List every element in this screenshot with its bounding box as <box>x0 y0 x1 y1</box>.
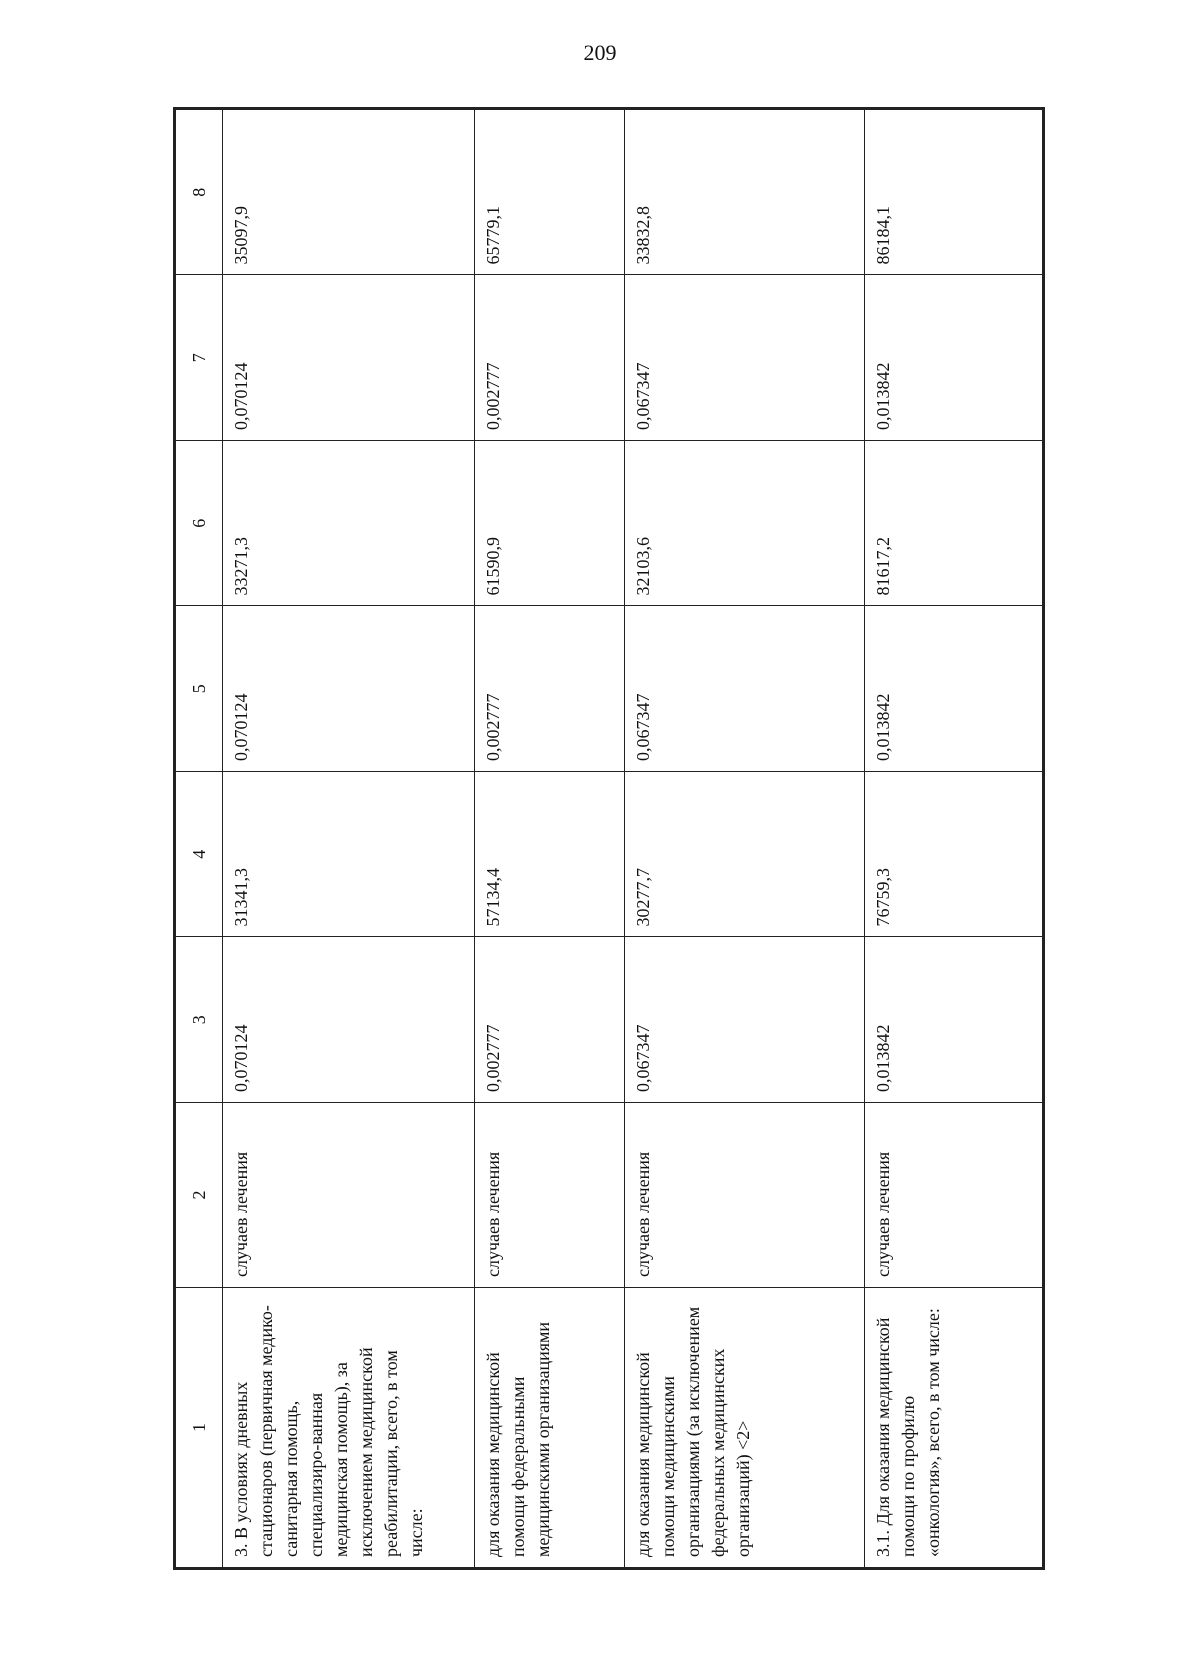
value-cell: 76759,3 <box>865 772 1043 938</box>
table-row <box>223 110 475 1568</box>
unit-cell: случаев лечения <box>625 1103 865 1288</box>
value-cell: 35097,9 <box>223 110 475 276</box>
value-cell: 31341,3 <box>223 772 475 938</box>
column-header: 6 <box>176 441 223 607</box>
value-cell: 33271,3 <box>223 441 475 607</box>
value-cell: 81617,2 <box>865 441 1043 607</box>
table-row <box>475 110 625 1568</box>
unit-cell: случаев лечения <box>865 1103 1043 1288</box>
value-cell: 0,070124 <box>223 606 475 772</box>
page-number: 209 <box>583 40 617 65</box>
value-cell: 0,002777 <box>475 937 625 1103</box>
column-header: 7 <box>176 275 223 441</box>
value-cell: 33832,8 <box>625 110 865 276</box>
row-name: для оказания медицинской помощи федеральными медицинскими организациями <box>475 1288 625 1568</box>
header-row <box>176 110 223 1568</box>
column-header: 4 <box>176 772 223 938</box>
value-cell: 57134,4 <box>475 772 625 938</box>
value-cell: 30277,7 <box>625 772 865 938</box>
row-name: 3. В условиях дневных стационаров (первичная медико-санитарная помощь, специализиро-ванная медицинская помощь), за исключением медицинской реабилитации, всего, в том числе: <box>223 1288 475 1568</box>
value-cell: 32103,6 <box>625 441 865 607</box>
value-cell: 0,013842 <box>865 937 1043 1103</box>
data-table <box>175 109 1043 1568</box>
column-header: 1 <box>176 1288 223 1568</box>
value-cell: 0,067347 <box>625 606 865 772</box>
value-cell: 0,070124 <box>223 275 475 441</box>
column-header: 5 <box>176 606 223 772</box>
table-row <box>865 110 1043 1568</box>
value-cell: 0,002777 <box>475 606 625 772</box>
value-cell: 0,067347 <box>625 275 865 441</box>
column-header: 3 <box>176 937 223 1103</box>
value-cell: 0,070124 <box>223 937 475 1103</box>
value-cell: 65779,1 <box>475 110 625 276</box>
value-cell: 0,013842 <box>865 606 1043 772</box>
rotated-table <box>175 109 1043 1568</box>
value-cell: 86184,1 <box>865 110 1043 276</box>
value-cell: 61590,9 <box>475 441 625 607</box>
table-row <box>625 110 865 1568</box>
value-cell: 0,002777 <box>475 275 625 441</box>
value-cell: 0,013842 <box>865 275 1043 441</box>
row-name: для оказания медицинской помощи медицинскими организациями (за исключением федеральных медицинских организаций) <2> <box>625 1288 865 1568</box>
value-cell: 0,067347 <box>625 937 865 1103</box>
rotated-table-frame <box>173 107 1045 1570</box>
unit-cell: случаев лечения <box>475 1103 625 1288</box>
column-header: 2 <box>176 1103 223 1288</box>
column-header: 8 <box>176 110 223 276</box>
unit-cell: случаев лечения <box>223 1103 475 1288</box>
row-name: 3.1. Для оказания медицинской помощи по профилю «онкология», всего, в том числе: <box>865 1288 1043 1568</box>
